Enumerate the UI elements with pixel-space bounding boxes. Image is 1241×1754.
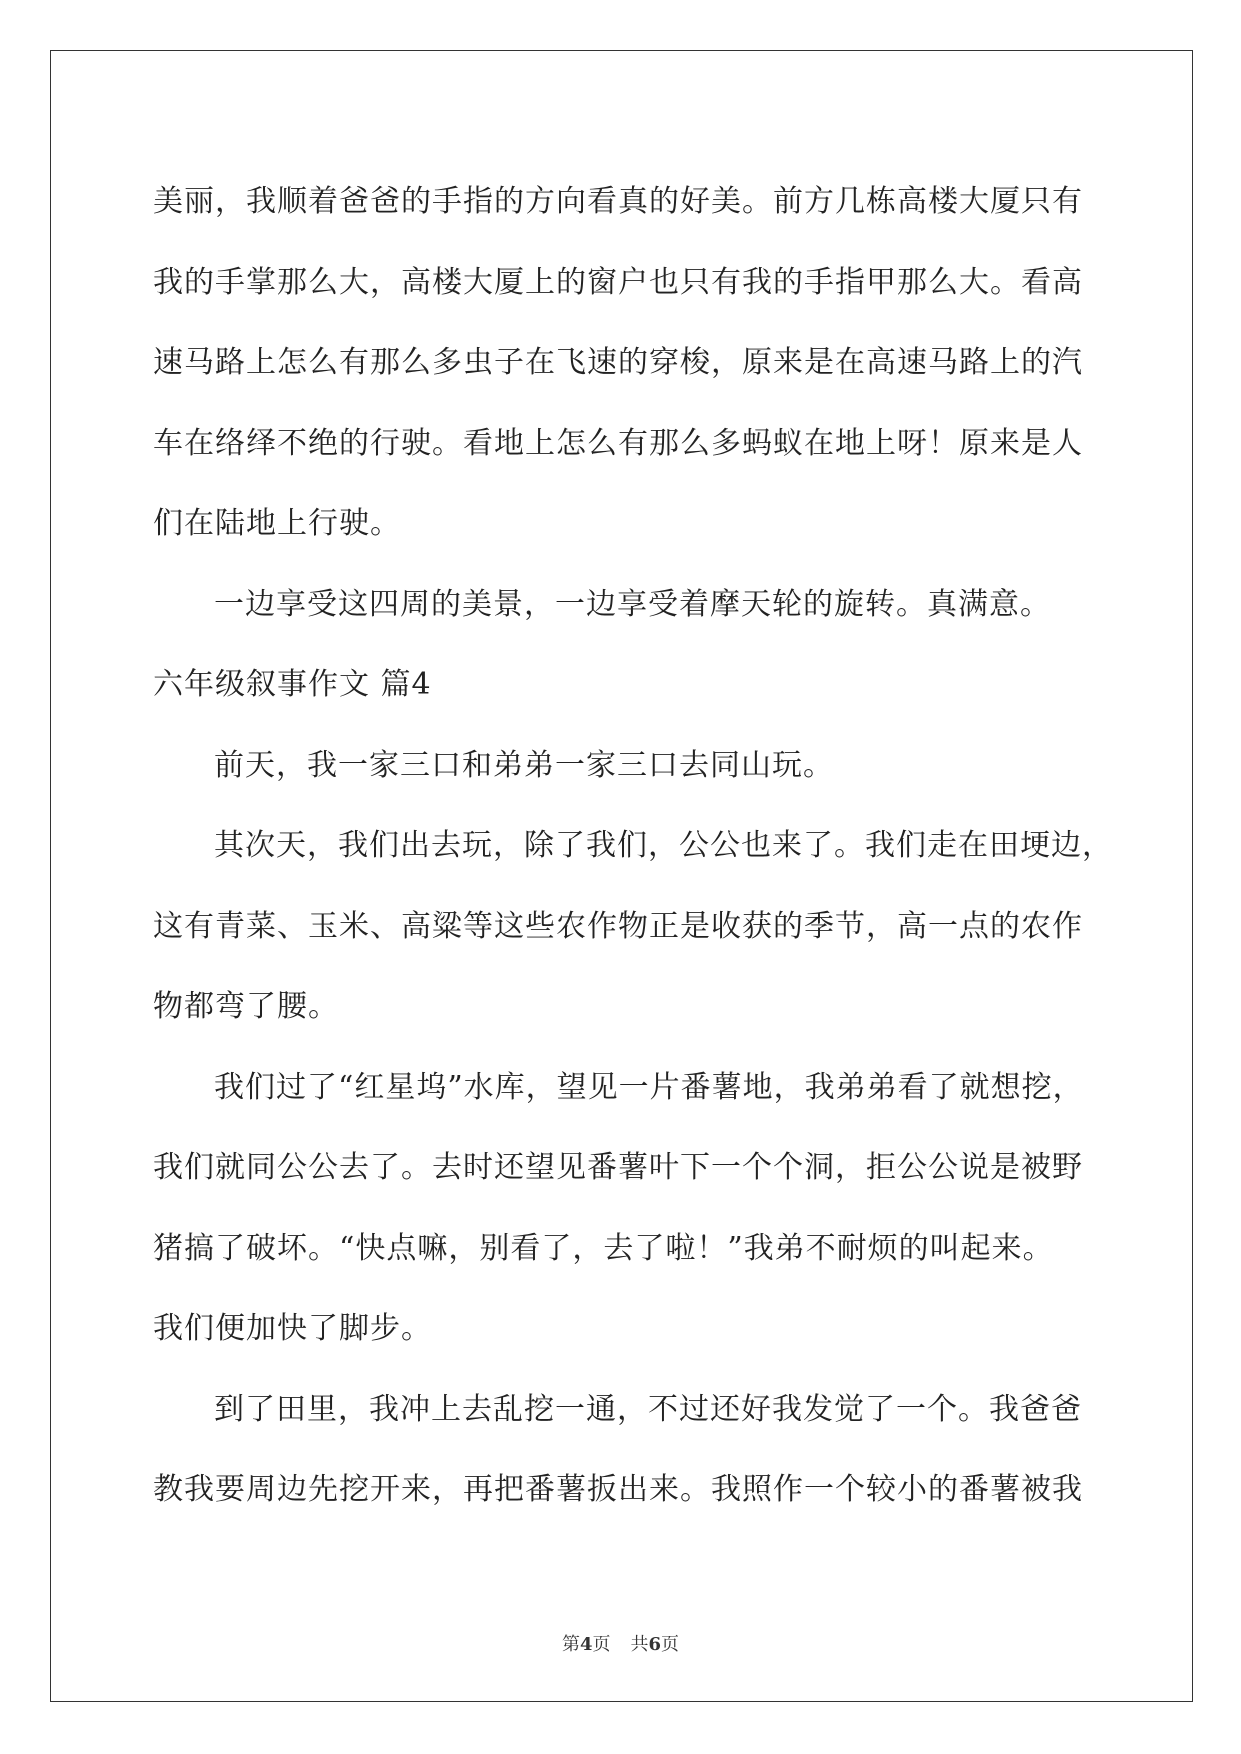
text-line-12: 我们过了“红星坞”水库，望见一片番薯地，我弟弟看了就想挖， (214, 1069, 1084, 1105)
text-line-16: 到了田里，我冲上去乱挖一通，不过还好我发觉了一个。我爸爸 (214, 1391, 1082, 1427)
current-page-number: 4 (579, 1634, 593, 1655)
text-line-8: 前天，我一家三口和弟弟一家三口去同山玩。 (214, 747, 834, 783)
page-footer (0, 1630, 1241, 1656)
text-line-15: 我们便加快了脚步。 (153, 1311, 432, 1346)
footer-total-suffix: 页 (661, 1634, 680, 1655)
text-line-9: 其次天，我们出去玩，除了我们，公公也来了。我们走在田埂边， (214, 828, 1113, 863)
document-body (153, 162, 1113, 1531)
section-heading: 六年级叙事作文 篇4 (153, 667, 432, 702)
text-line-5: 们在陆地上行驶。 (153, 506, 401, 541)
footer-total-prefix: 共 (630, 1634, 649, 1655)
footer-prefix: 第 (561, 1634, 580, 1655)
text-line-2: 我的手掌那么大，高楼大厦上的窗户也只有我的手指甲那么大。看高 (153, 264, 1083, 300)
text-line-11: 物都弯了腰。 (153, 989, 339, 1024)
text-line-3: 速马路上怎么有那么多虫子在飞速的穿梭，原来是在高速马路上的汽 (153, 345, 1083, 380)
footer-page-suffix: 页 (592, 1634, 611, 1655)
text-line-4: 车在络绎不绝的行驶。看地上怎么有那么多蚂蚁在地上呀！原来是人 (153, 425, 1083, 461)
text-line-13: 我们就同公公去了。去时还望见番薯叶下一个个洞，拒公公说是被野 (153, 1150, 1083, 1185)
text-line-1: 美丽，我顺着爸爸的手指的方向看真的好美。前方几栋高楼大厦只有 (153, 184, 1083, 219)
text-line-14: 猪搞了破坏。“快点嘛，别看了，去了啦！”我弟不耐烦的叫起来。 (153, 1230, 1054, 1266)
text-line-17: 教我要周边先挖开来，再把番薯扳出来。我照作一个较小的番薯被我 (153, 1472, 1083, 1507)
text-line-10: 这有青菜、玉米、高粱等这些农作物正是收获的季节，高一点的农作 (153, 908, 1083, 944)
total-page-number: 6 (648, 1634, 662, 1655)
text-line-6: 一边享受这四周的美景，一边享受着摩天轮的旋转。真满意。 (214, 586, 1051, 622)
